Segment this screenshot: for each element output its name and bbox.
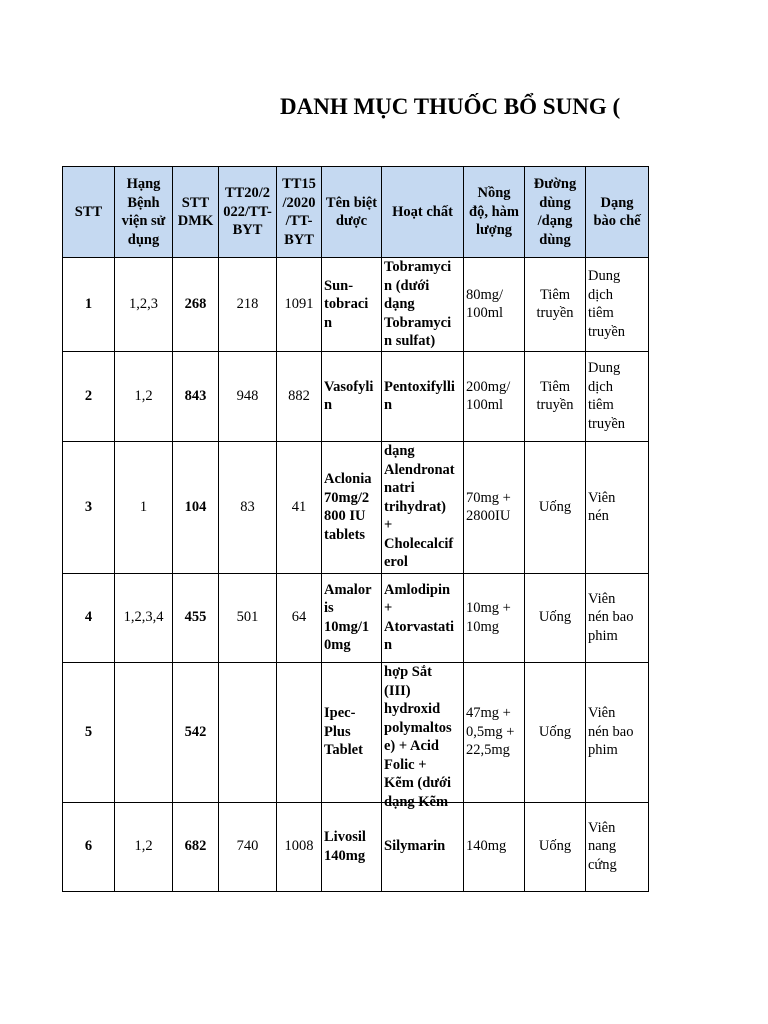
cell-hoat-chat-line: hydroxid: [384, 701, 441, 717]
cell-nong-do-line: 140mg: [466, 838, 507, 855]
cell-ten-biet-duoc-line: Amalor: [324, 581, 372, 598]
cell-hang-benh-vien: 1,2,3: [115, 258, 173, 352]
cell-nong-do: [464, 662, 525, 802]
cell-stt: 1: [63, 258, 115, 352]
cell-nong-do-line: 10mg: [466, 618, 500, 635]
header-stt: [63, 167, 115, 258]
cell-nong-do-line: 47mg +: [466, 705, 511, 722]
header-text-line: /dạng: [537, 213, 573, 229]
table-row: [63, 573, 649, 662]
cell-hoat-chat-line: e) + Acid: [384, 738, 439, 754]
table-row: [63, 258, 649, 352]
cell-stt-dmk: 682: [173, 802, 219, 891]
cell-hoat-chat-line: Tobramyci: [384, 314, 452, 331]
cell-duong-dung-line: truyền: [536, 397, 574, 413]
cell-hoat-chat-line: natri: [384, 480, 415, 497]
cell-dang-bao-che: [586, 573, 649, 662]
cell-dang-bao-che-line: nén bao: [588, 723, 634, 740]
cell-hoat-chat-line: Folic +: [384, 756, 427, 773]
cell-hoat-chat-line: Kẽm (dưới: [384, 775, 452, 791]
cell-tt15: 1008: [277, 802, 322, 891]
table-row: [63, 351, 649, 441]
cell-ten-biet-duoc-line: tablets: [324, 526, 366, 543]
header-nong-do: [464, 167, 525, 258]
cell-dang-bao-che-line: nén bao: [588, 609, 634, 626]
cell-duong-dung-line: Tiêm: [539, 286, 571, 303]
cell-ten-biet-duoc-line: n: [324, 314, 333, 331]
cell-hoat-chat-line: Tobramyci: [384, 259, 452, 275]
header-duong-dung: [525, 167, 586, 258]
header-text-line: 022/TT-: [223, 203, 272, 220]
header-text-line: DMK: [177, 213, 214, 229]
header-text-line: dùng: [539, 231, 571, 248]
cell-dang-bao-che: [586, 258, 649, 352]
cell-ten-biet-duoc-line: 10mg/1: [324, 618, 370, 635]
cell-hang-benh-vien: 1: [115, 441, 173, 573]
cell-hoat-chat-line: dạng: [384, 296, 415, 312]
cell-ten-biet-duoc-line: is: [324, 600, 334, 616]
cell-stt-dmk: 268: [173, 258, 219, 352]
cell-hoat-chat-line: Alendronat: [384, 461, 455, 478]
cell-dang-bao-che-line: tiêm: [588, 305, 614, 322]
header-text-line: TT20/2: [224, 185, 271, 202]
header-text-line: /2020: [282, 194, 316, 211]
cell-dang-bao-che-line: cứng: [588, 856, 617, 873]
header-text-line: Đường: [533, 176, 577, 192]
cell-ten-biet-duoc-line: Sun-: [324, 277, 354, 294]
cell-tt15: 64: [277, 573, 322, 662]
cell-tt15: [277, 662, 322, 802]
header-text-line: dược: [335, 213, 368, 229]
header-text-line: STT: [74, 203, 103, 220]
cell-ten-biet-duoc-line: Tablet: [324, 742, 363, 759]
cell-ten-biet-duoc-line: n: [324, 397, 333, 413]
cell-nong-do-line: 0,5mg +: [466, 723, 515, 740]
cell-hoat-chat-line: dạng Kẽm: [384, 793, 449, 810]
cell-tt20: 218: [219, 258, 277, 352]
cell-hoat-chat-line: polymaltos: [384, 719, 452, 736]
cell-dang-bao-che: [586, 351, 649, 441]
header-hoat-chat: [382, 167, 464, 258]
cell-ten-biet-duoc-line: Livosil: [324, 829, 366, 845]
cell-dang-bao-che-line: truyền: [588, 323, 626, 340]
cell-hoat-chat-line: n sulfat): [384, 333, 436, 349]
cell-nong-do-line: 100ml: [466, 305, 504, 322]
cell-ten-biet-duoc-line: 70mg/2: [324, 489, 370, 506]
header-text-line: Hạng: [126, 176, 161, 192]
cell-stt-dmk: 455: [173, 573, 219, 662]
header-text-line: lượng: [475, 222, 513, 239]
header-tt20: [219, 167, 277, 258]
cell-nong-do-line: 10mg +: [466, 600, 511, 616]
cell-nong-do-line: 200mg/: [466, 378, 511, 395]
cell-hoat-chat: [382, 351, 464, 441]
header-text-line: Hoạt chất: [392, 203, 453, 220]
cell-ten-biet-duoc: [322, 802, 382, 891]
cell-tt20: 501: [219, 573, 277, 662]
header-text-line: BYT: [284, 231, 314, 248]
cell-nong-do: [464, 351, 525, 441]
header-text-line: dụng: [127, 231, 160, 248]
cell-dang-bao-che-line: dịch: [588, 286, 613, 303]
table-row: [63, 662, 649, 802]
cell-hoat-chat: [382, 441, 464, 573]
cell-stt: 3: [63, 441, 115, 573]
cell-nong-do: [464, 441, 525, 573]
cell-duong-dung-line: Tiêm: [539, 378, 571, 395]
cell-hoat-chat: [382, 258, 464, 352]
cell-ten-biet-duoc-line: Plus: [324, 723, 351, 740]
cell-tt20: 948: [219, 351, 277, 441]
cell-dang-bao-che-line: Dung: [588, 360, 621, 376]
cell-dang-bao-che-line: nang: [588, 838, 617, 855]
cell-dang-bao-che: [586, 441, 649, 573]
header-text-line: STT: [181, 194, 210, 211]
header-text-line: Bệnh: [127, 194, 160, 211]
header-text-line: bào chế: [593, 213, 641, 229]
cell-hoat-chat-line: +: [384, 600, 393, 616]
cell-ten-biet-duoc-line: Ipec-: [324, 705, 356, 722]
cell-stt: 5: [63, 662, 115, 802]
cell-stt-dmk: 542: [173, 662, 219, 802]
table-header-row: [63, 167, 649, 258]
header-dang-bao-che: [586, 167, 649, 258]
cell-stt-dmk: 104: [173, 441, 219, 573]
cell-hoat-chat-line: Amlodipin: [384, 581, 451, 598]
cell-nong-do-line: 100ml: [466, 397, 504, 413]
header-text-line: /TT-: [285, 213, 313, 229]
cell-hoat-chat: [382, 573, 464, 662]
cell-hoat-chat-line: Cholecalcif: [384, 535, 454, 552]
cell-hoat-chat: [382, 662, 464, 810]
header-hang-benh-vien: [115, 167, 173, 258]
page-title: DANH MỤC THUỐC BỔ SUNG (: [280, 94, 621, 119]
cell-tt15: 1091: [277, 258, 322, 352]
cell-dang-bao-che-line: nén: [588, 508, 609, 524]
cell-hoat-chat-line: +: [384, 517, 393, 534]
cell-ten-biet-duoc: [322, 662, 382, 802]
cell-dang-bao-che-line: tiêm: [588, 397, 614, 413]
cell-hoat-chat-line: (III): [384, 682, 411, 699]
cell-ten-biet-duoc-line: tobraci: [324, 296, 369, 312]
header-text-line: dùng: [539, 194, 571, 211]
cell-dang-bao-che-line: Viên: [588, 489, 616, 506]
cell-hoat-chat-line: Pentoxifylli: [384, 378, 455, 395]
cell-duong-dung: [525, 258, 586, 352]
cell-duong-dung: [525, 573, 586, 662]
cell-tt15: 882: [277, 351, 322, 441]
cell-tt20: 740: [219, 802, 277, 891]
cell-hoat-chat: [382, 802, 464, 891]
cell-dang-bao-che-line: Dung: [588, 268, 621, 285]
cell-nong-do: [464, 258, 525, 352]
cell-hoat-chat-line: n: [384, 637, 393, 653]
cell-tt20: 83: [219, 441, 277, 573]
cell-duong-dung-line: Uống: [538, 838, 572, 855]
cell-ten-biet-duoc: [322, 351, 382, 441]
cell-hoat-chat-line: Atorvastati: [384, 618, 455, 635]
cell-hoat-chat-line: erol: [384, 554, 408, 571]
cell-nong-do-line: 70mg +: [466, 489, 511, 506]
cell-duong-dung-line: Uống: [538, 609, 572, 626]
header-text-line: TT15: [282, 176, 316, 192]
cell-hang-benh-vien: [115, 662, 173, 802]
header-stt-dmk: [173, 167, 219, 258]
cell-ten-biet-duoc-line: 800 IU: [324, 508, 366, 524]
cell-ten-biet-duoc-line: 140mg: [324, 847, 366, 864]
cell-dang-bao-che-line: Viên: [588, 590, 616, 607]
cell-dang-bao-che: [586, 662, 649, 802]
cell-hang-benh-vien: 1,2: [115, 351, 173, 441]
cell-dang-bao-che-line: truyền: [588, 415, 626, 432]
cell-duong-dung-line: Uống: [538, 723, 572, 740]
cell-hoat-chat-line: dạng: [384, 443, 415, 460]
table-row: [63, 441, 649, 573]
cell-nong-do-line: 2800IU: [466, 508, 511, 524]
cell-stt-dmk: 843: [173, 351, 219, 441]
cell-dang-bao-che: [586, 802, 649, 891]
cell-ten-biet-duoc: [322, 441, 382, 573]
header-tt15: [277, 167, 322, 258]
cell-dang-bao-che-line: Viên: [588, 819, 616, 836]
cell-nong-do-line: 22,5mg: [466, 742, 510, 759]
header-text-line: viện sử: [121, 213, 166, 229]
header-text-line: độ, hàm: [469, 203, 519, 220]
cell-stt: 4: [63, 573, 115, 662]
cell-ten-biet-duoc-line: Aclonia: [324, 471, 372, 487]
cell-ten-biet-duoc: [322, 573, 382, 662]
cell-duong-dung-line: truyền: [536, 305, 574, 322]
cell-ten-biet-duoc-line: Vasofyli: [324, 378, 374, 395]
cell-dang-bao-che-line: phim: [588, 627, 618, 644]
cell-dang-bao-che-line: Viên: [588, 705, 616, 722]
cell-hoat-chat-line: trihydrat): [384, 498, 447, 515]
cell-duong-dung: [525, 351, 586, 441]
cell-ten-biet-duoc: [322, 258, 382, 352]
cell-duong-dung: [525, 662, 586, 802]
cell-tt20: [219, 662, 277, 802]
cell-ten-biet-duoc-line: 0mg: [324, 637, 351, 653]
table-row: [63, 802, 649, 891]
cell-nong-do-line: 80mg/: [466, 286, 504, 303]
header-text-line: BYT: [232, 222, 263, 239]
cell-hoat-chat-line: Silymarin: [384, 838, 446, 855]
cell-dang-bao-che-line: phim: [588, 742, 618, 759]
cell-stt: 6: [63, 802, 115, 891]
header-ten-biet-duoc: [322, 167, 382, 258]
cell-duong-dung: [525, 802, 586, 891]
drug-table: [62, 166, 649, 892]
cell-hoat-chat-line: n: [384, 397, 393, 413]
cell-dang-bao-che-line: dịch: [588, 378, 613, 395]
cell-hang-benh-vien: 1,2,3,4: [115, 573, 173, 662]
cell-duong-dung-line: Uống: [538, 498, 572, 515]
cell-stt: 2: [63, 351, 115, 441]
cell-nong-do: [464, 573, 525, 662]
cell-hang-benh-vien: 1,2: [115, 802, 173, 891]
cell-hoat-chat-line: hợp Sắt: [384, 664, 432, 680]
cell-nong-do: [464, 802, 525, 891]
header-text-line: Dạng: [600, 194, 634, 211]
header-text-line: Nồng: [477, 185, 511, 202]
cell-tt15: 41: [277, 441, 322, 573]
cell-hoat-chat-line: n (dưới: [384, 277, 430, 294]
cell-duong-dung: [525, 441, 586, 573]
header-text-line: Tên biệt: [325, 194, 378, 211]
